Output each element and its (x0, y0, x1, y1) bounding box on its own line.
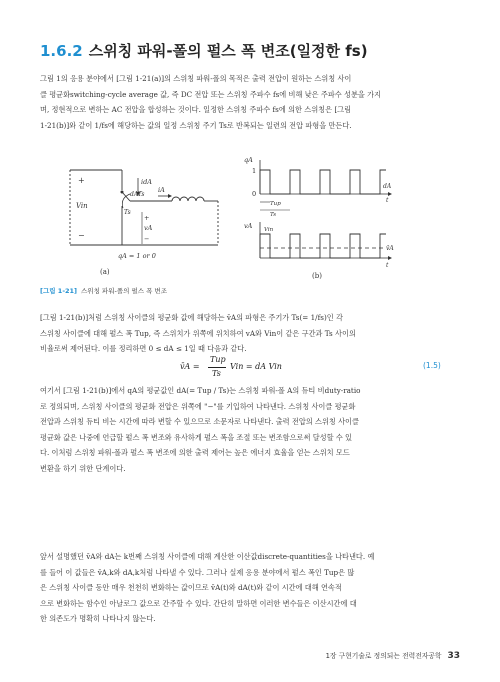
fig-b-t2: t (386, 262, 389, 269)
fig-a-plus-top: + (78, 176, 85, 185)
paragraph-line: 로 정의되며, 스위칭 사이클의 평균화 전압은 위쪽에 "−"를 기입하여 나타낸다. 스위칭 사이클 평균화 (40, 401, 356, 411)
fig-b-va: vA (244, 222, 253, 230)
figure-b-waveforms (240, 150, 400, 280)
paragraph-line: 비율로써 제어된다. 이를 정리하면 0 ≤ dA ≤ 1일 때 다음과 같다. (40, 344, 247, 353)
paragraph-line: [그림 1-21(b)]처럼 스위칭 사이클의 평균화 값에 해당하는 v̄A의 파형은 주기가 Ts(= 1/fs)인 각 (40, 313, 343, 322)
fig-a-minus-mid: − (144, 235, 150, 243)
fig-b-ts: Ts (270, 212, 277, 218)
fig-b-vabar: v̄A (386, 245, 394, 252)
paragraph-line: 변환을 하기 위한 단계이다. (40, 463, 126, 473)
footer-chapter: 1장 구현기술로 정의되는 전력전자공학 (325, 652, 442, 660)
paragraph-line: 은 스위칭 사이클 동안 매우 천천히 변화하는 값이므로 v̄A(t)와 dA(t)와 같이 시간에 대해 연속적 (40, 583, 342, 592)
fig-a-label: (a) (100, 268, 110, 276)
paragraph-line: 그림 1의 응용 분야에서 [그림 1-21(a)]의 스위칭 파워-폴의 목적은 출력 전압이 원하는 스위칭 사이 (40, 74, 352, 83)
page-footer (230, 650, 460, 661)
fig-a-vin: Vin (76, 202, 88, 210)
paragraph-line: 여기서 [그림 1-21(b)]에서 qA의 평균값인 dA(= Tup / Ts)는 스위칭 파워-폴 A의 듀티 비duty-ratio (40, 386, 361, 395)
body-paragraph (40, 310, 460, 357)
intro-paragraph (40, 71, 460, 133)
paragraph-line: 를 들어 이 값들은 v̄A,k와 dA,k처럼 나타낼 수 있다. 그러나 실제 응용 분야에서 펄스 폭인 Tup은 많 (40, 567, 355, 577)
fraction-bar (208, 367, 226, 368)
paragraph-line: 평균화 값은 나중에 언급할 펄스 폭 변조와 유사하게 펄스 폭을 조절 또는 변조함으로써 달성할 수 있 (40, 432, 352, 442)
fig-b-vin: Vin (264, 227, 274, 233)
fig-a-ts: Ts (124, 209, 131, 216)
fig-a-qa: qA = 1 or 0 (118, 252, 156, 260)
fig-b-one: 1 (252, 167, 257, 175)
paragraph-line: 앞서 설명했던 v̄A와 dA는 k번째 스위칭 사이클에 대해 계산한 이산값discrete-quantities을 나타낸다. 예 (40, 552, 375, 561)
figure-caption (40, 286, 167, 298)
fig-b-t1: t (386, 197, 389, 204)
paragraph-line: 전압과 스위칭 듀티 비는 시간에 따라 변할 수 있으므로 소문자로 나타낸다. 출력 전압의 스위칭 사이클 (40, 417, 359, 426)
paragraph-line: 한 의존도가 명확히 나타나지 않는다. (40, 614, 156, 623)
paragraph-line: 스위칭 사이클에 대해 펄스 폭 Tup, 즉 스위치가 위쪽에 위치하여 vA와 Vin이 같은 구간과 Ts 사이의 (40, 328, 356, 338)
fig-b-label: (b) (312, 272, 322, 280)
paragraph-line: 으로 변화하는 함수인 아날로그 값으로 간주할 수 있다. 간단히 말하면 이러한 변수들은 이산시간에 대 (40, 598, 357, 608)
section-heading: 스위칭 파워-폴의 펄스 폭 변조(일정한 fs) (88, 42, 368, 60)
fig-b-zero: 0 (252, 190, 257, 198)
paragraph-line: 1-21(b)]와 같이 1/fs에 해당하는 값의 일정 스위칭 주기 Ts로 반복되는 일련의 전압 파형을 만든다. (40, 120, 352, 130)
fig-a-dats: dATs (130, 191, 145, 198)
equation-numerator: Tup (210, 355, 226, 364)
body-paragraph (40, 549, 460, 627)
paragraph-line: 다. 이처럼 스위칭 파워-폴과 펄스 폭 변조에 의한 출력 제어는 높은 에너지 효율을 얻는 스위치 모드 (40, 448, 350, 457)
figure-caption-text: 스위칭 파워-폴의 펄스 폭 변조 (81, 287, 167, 295)
fig-a-va: vA (144, 224, 153, 232)
section-number: 1.6.2 (40, 42, 83, 60)
page-number: 33 (447, 651, 460, 661)
equation-lhs: v̄A = (180, 362, 200, 371)
equation-number: (1.5) (423, 361, 441, 370)
fig-a-plus-mid: + (144, 214, 150, 222)
equation-denominator: Ts (212, 369, 221, 378)
fig-b-qa: qA (244, 156, 253, 164)
fig-a-ida: idA (141, 178, 152, 186)
body-paragraph (40, 383, 460, 476)
equation-rhs: Vin = dA Vin (230, 362, 282, 371)
fig-b-tup: Tup (270, 201, 281, 207)
fig-a-minus-bottom: − (78, 231, 85, 240)
paragraph-line: 클 평균화switching-cycle average 값, 즉 DC 전압 또는 스위칭 주파수 fs에 비해 낮은 주파수 성분을 가지 (40, 89, 381, 99)
paragraph-line: 며, 정현적으로 변하는 AC 전압을 합성하는 것이다. 일정한 스위칭 주파수 fs에 의한 스위칭은 [그림 (40, 105, 352, 114)
section-title (40, 40, 470, 62)
fig-a-ia: iA (158, 186, 165, 194)
figure-a-circuit (60, 150, 250, 280)
fig-b-da: dA (383, 183, 392, 190)
figure-caption-tag: [그림 1-21] (40, 287, 78, 295)
